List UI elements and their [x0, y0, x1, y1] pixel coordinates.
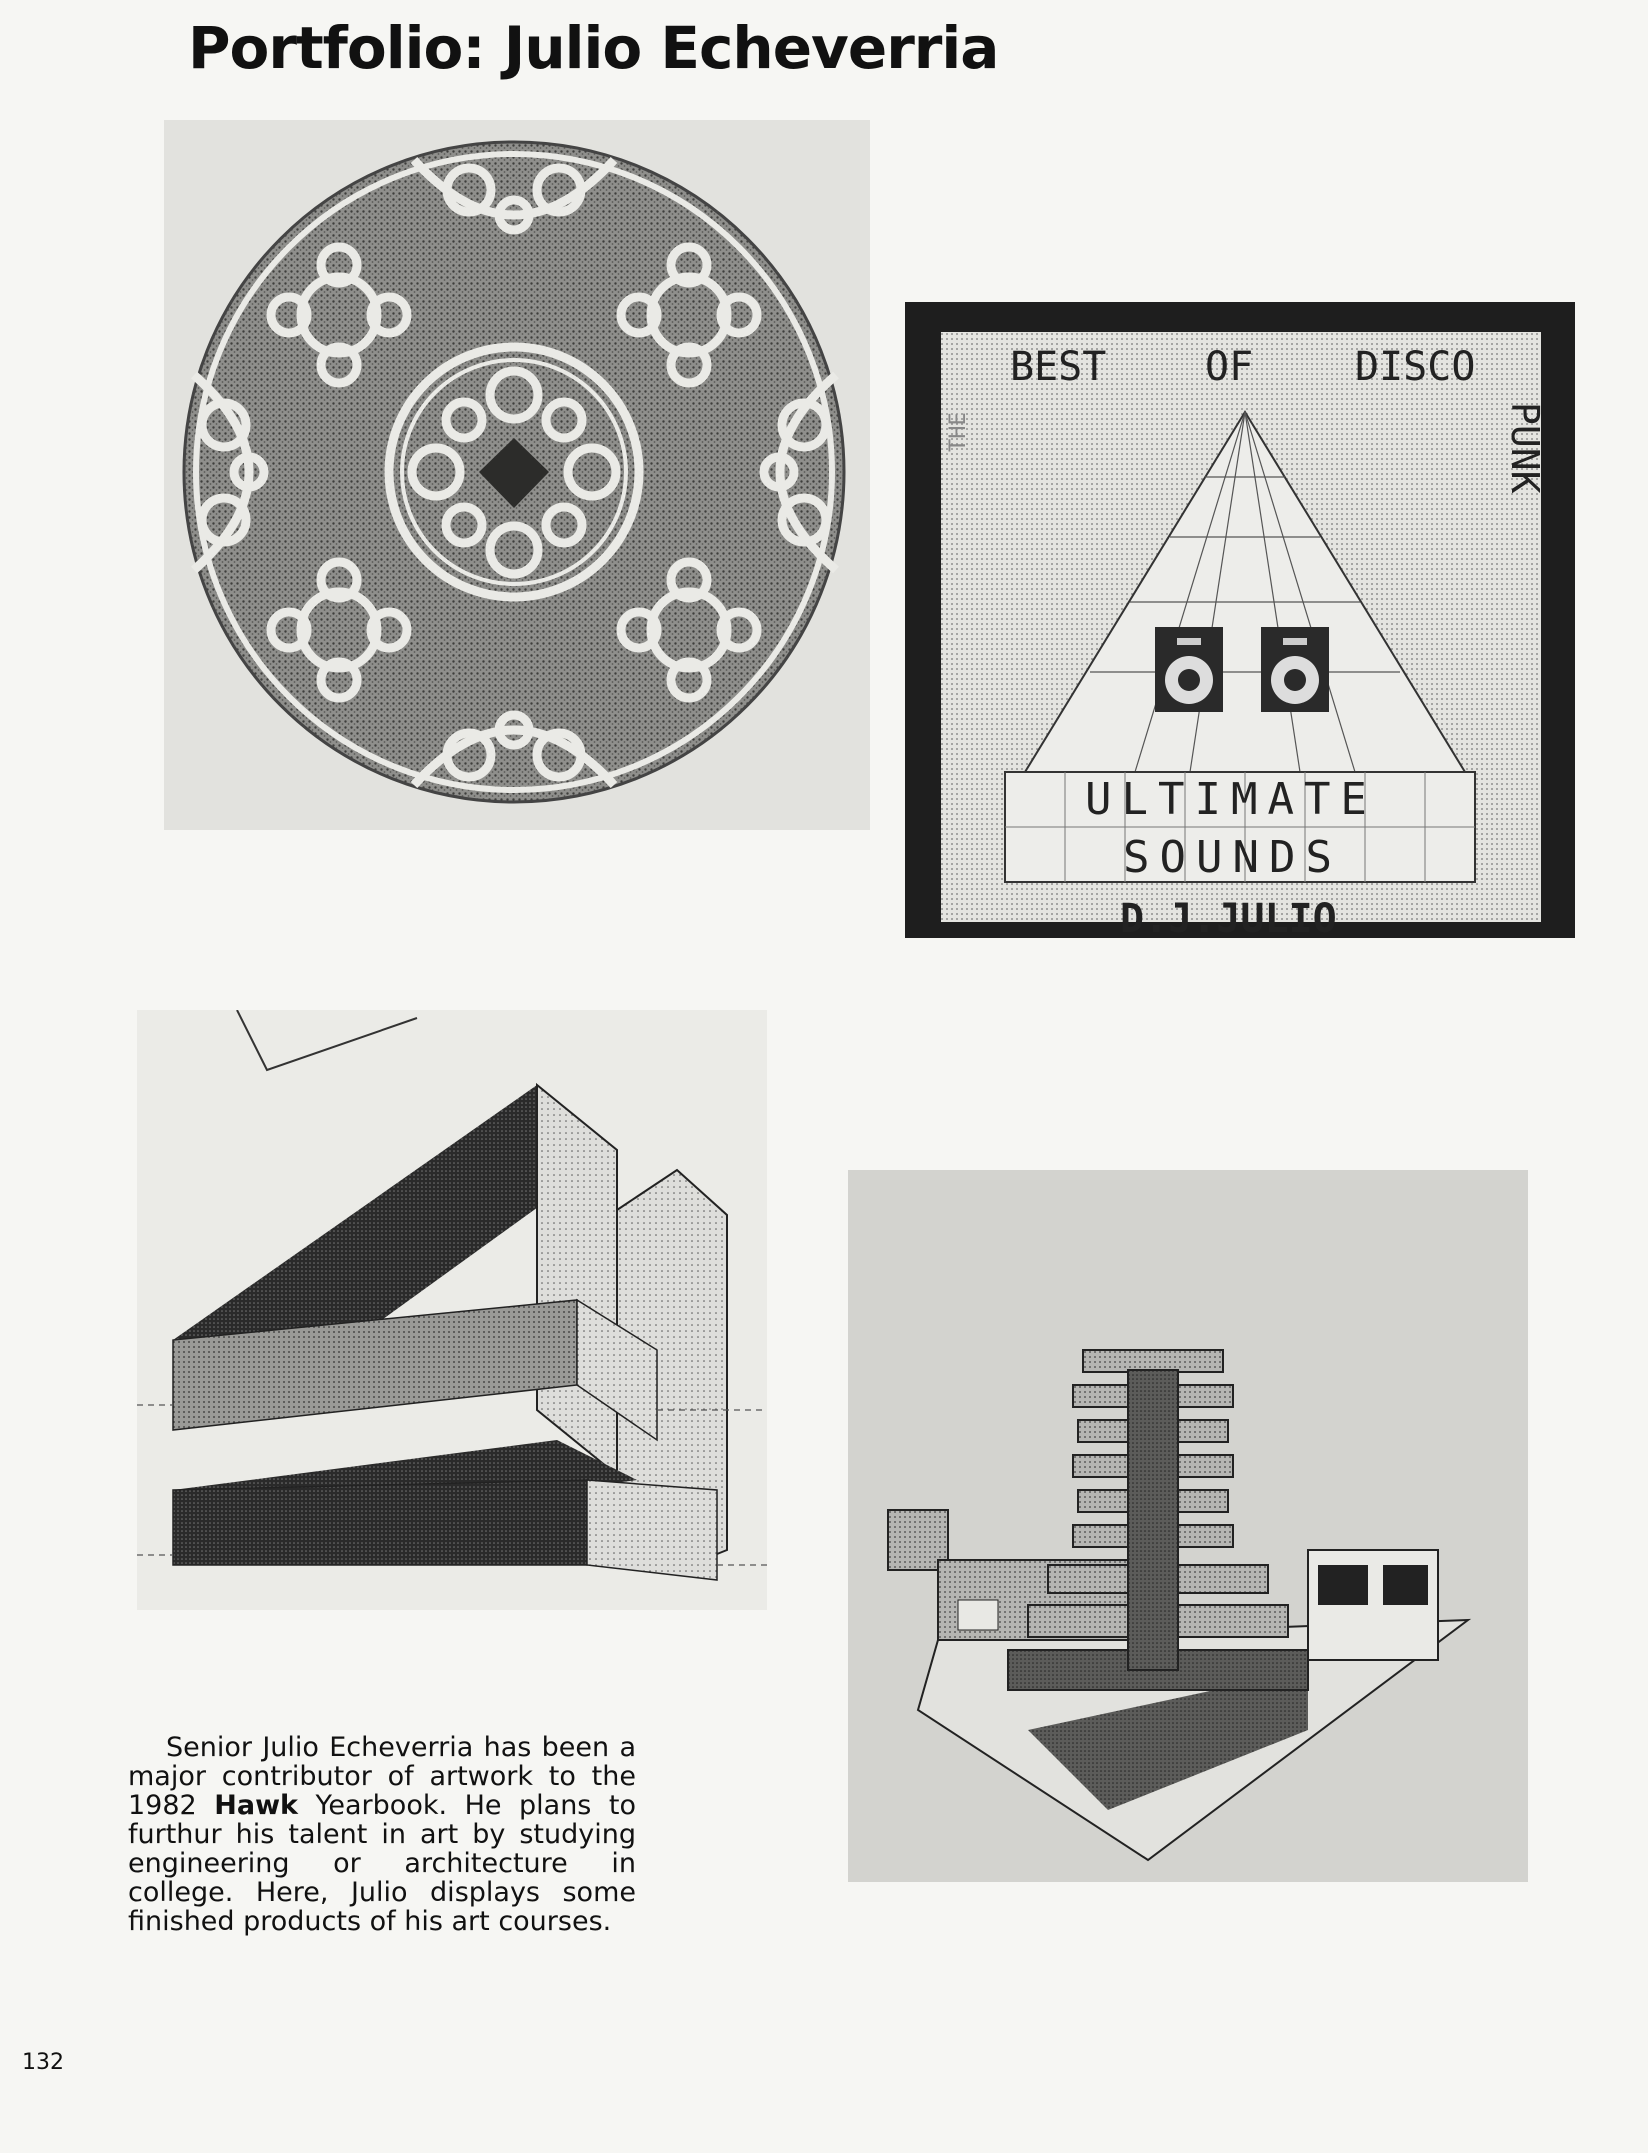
- page-title: Portfolio: Julio Echeverria: [188, 14, 999, 82]
- album-top-word-3: DISCO: [1355, 344, 1476, 390]
- architecture-drawing: [848, 1170, 1528, 1882]
- album-center-line-1: ULTIMATE: [1085, 774, 1377, 825]
- album-cover-drawing: [905, 302, 1575, 938]
- album-center-line-2: SOUNDS: [1123, 832, 1342, 883]
- caption-part-1: Senior Julio Echeverria has been a major contributor of artwork to the 1982: [128, 1732, 636, 1821]
- album-top-word-2: OF: [1205, 344, 1254, 390]
- album-top-word-1: BEST: [1010, 344, 1107, 390]
- ornament-drawing: [164, 120, 870, 830]
- block-sculpture-drawing: [137, 1010, 767, 1610]
- speaker-left-icon: [1155, 627, 1223, 712]
- album-side-left: THE: [946, 412, 971, 452]
- speaker-right-icon: [1261, 627, 1329, 712]
- album-side-right: PUNK: [1503, 402, 1547, 494]
- caption-yearbook-name: Hawk: [214, 1790, 298, 1821]
- page-number: 132: [22, 2050, 64, 2075]
- caption-text: [128, 1733, 636, 1936]
- caption-part-2: Yearbook. He plans to furthur his talent in art by studying engineering or architecture in college. Here, Julio displays some finished products of his art courses.: [128, 1790, 637, 1937]
- album-bottom: D.J.JULIO: [1120, 896, 1337, 938]
